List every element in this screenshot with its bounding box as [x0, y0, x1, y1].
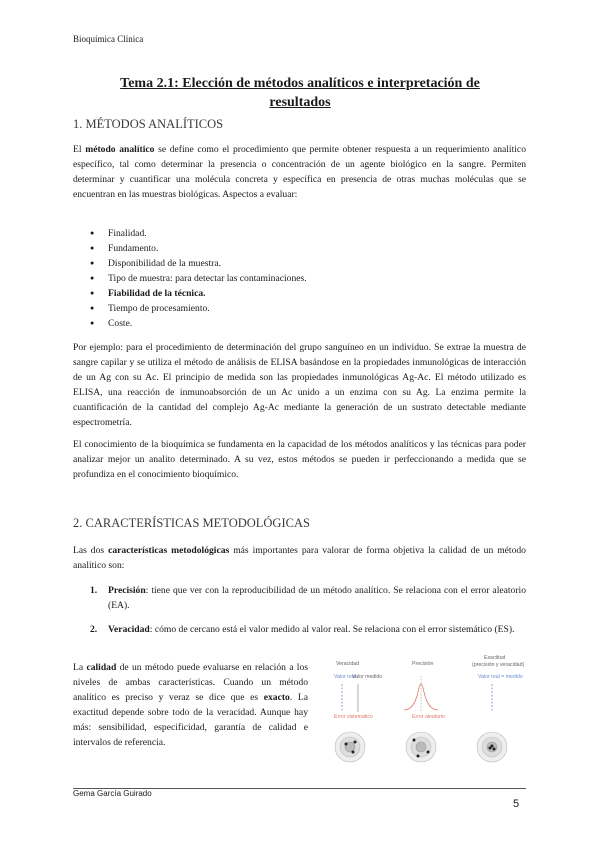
page-header-course: Bioquímica Clínica: [73, 34, 144, 44]
fig-error-aleatorio: Error aleatorio: [412, 714, 445, 720]
fig-precision-title: Precisión: [412, 661, 434, 667]
text-fragment: de un método puede evaluarse en relación a los niveles de ambas características. Cuando un método analítico es preciso y veraz se dice que es: [73, 662, 308, 703]
text-fragment: se define como el procedimiento que permite obtener respuesta a un requerimiento analítico específico, tal como determinar la presencia o concentración de un agente biológico en la sangre. Permiten determinar y cuantificar una molécula concreta y específica en presencia de otras muchas moléculas que se encuentran en las muestras biológicas. Aspectos a evaluar:: [73, 144, 526, 200]
page-title: Tema 2.1: Elección de métodos analíticos e interpretación de resultados: [120, 76, 480, 110]
fig-valor-real-medido: Valor real = medido: [478, 674, 523, 680]
term-precision: Precisión: [108, 585, 146, 596]
section-heading-metodos: 1. MÉTODOS ANALÍTICOS: [73, 117, 224, 131]
paragraph-intro-caracteristicas: [73, 543, 526, 573]
list-item: ● Coste.: [90, 316, 307, 331]
list-item: ● Tiempo de procesamiento.: [90, 301, 307, 316]
page-number: 5: [513, 798, 520, 810]
target-veracidad: [335, 732, 365, 762]
text-fragment: más importantes para valorar de forma objetiva la calidad de un método analítico son:: [73, 545, 526, 571]
term-exacto: exacto: [263, 692, 290, 703]
term-metodo-analitico: método analítico: [85, 144, 155, 155]
numbered-list-caracteristicas: [90, 583, 526, 646]
bullet-list-aspectos: [90, 226, 307, 331]
list-item-precision: [90, 583, 526, 613]
list-number: 2.: [90, 624, 98, 635]
fig-error-sistematico: Error sistemático: [334, 714, 373, 720]
footer-author: Gema García Guirado: [73, 789, 152, 798]
fig-exactitud-subtitle: (precisión y veracidad): [472, 662, 525, 668]
list-item: ● Fiabilidad de la técnica.: [90, 286, 307, 301]
term-caracteristicas: características metodológicas: [108, 545, 230, 556]
paragraph-calidad: [73, 660, 308, 750]
text-fragment: : cómo de cercano está el valor medido al valor real. Se relaciona con el error sistemático (ES).: [149, 624, 515, 635]
list-number: 1.: [90, 585, 98, 596]
accuracy-precision-figure: [322, 652, 527, 767]
fig-valor-real-label: Valor real: [334, 674, 356, 680]
text-fragment: . La exactitud depende sobre todo de la veracidad. Aunque hay más: sensibilidad, especificidad, garantía de calidad e intervalos de referencia.: [73, 692, 308, 748]
paragraph-metodo-analitico: [73, 142, 526, 202]
paragraph-ejemplo-elisa: Por ejemplo: para el procedimiento de determinación del grupo sanguíneo en un individuo. Se extrae la muestra de sangre capilar y se utiliza el método de análisis de ELISA basándose en la propiedades inmunológicas de interacción de un Ag con su Ac. El principio de medida son las propiedades inmunológicas Ag-Ac. El método utilizado es ELISA, una reacción de inmunoabsorción de un Ac unido a un enzima con su Ag. La enzima permite la cuantificación de la cantidad del complejo Ag-Ac mediante la generación de un sustrato detectable mediante espectrometría.: [73, 342, 526, 428]
term-veracidad: Veracidad: [108, 624, 150, 635]
text-fragment: La: [73, 662, 87, 673]
fig-exactitud-title: Exactitud: [484, 655, 506, 661]
list-item-veracidad: [90, 622, 526, 637]
fig-veracidad-title: Veracidad: [336, 661, 360, 667]
list-item: ● Disponibilidad de la muestra.: [90, 256, 307, 271]
list-item: ● Finalidad.: [90, 226, 307, 241]
target-exactitud: [477, 732, 507, 762]
paragraph-conocimiento: El conocimiento de la bioquímica se fundamenta en la capacidad de los métodos analíticos y las técnicas para poder analizar mejor un analito determinado. A su vez, estos métodos se pueden ir perfeccionando a medida que se profundiza en el conocimiento bioquímico.: [73, 439, 526, 480]
list-item: ● Tipo de muestra: para detectar las contaminaciones.: [90, 271, 307, 286]
section-heading-caracteristicas: 2. CARACTERÍSTICAS METODOLÓGICAS: [73, 516, 310, 530]
target-precision: [406, 732, 436, 762]
text-fragment: El: [73, 144, 86, 155]
term-calidad: calidad: [86, 662, 117, 673]
fig-valor-medido-label: Valor medido: [352, 674, 383, 680]
list-item: ● Fundamento.: [90, 241, 307, 256]
text-fragment: : tiene que ver con la reproducibilidad de un método analítico. Se relaciona con el error aleatorio (EA).: [108, 585, 526, 611]
text-fragment: Las dos: [73, 545, 109, 556]
